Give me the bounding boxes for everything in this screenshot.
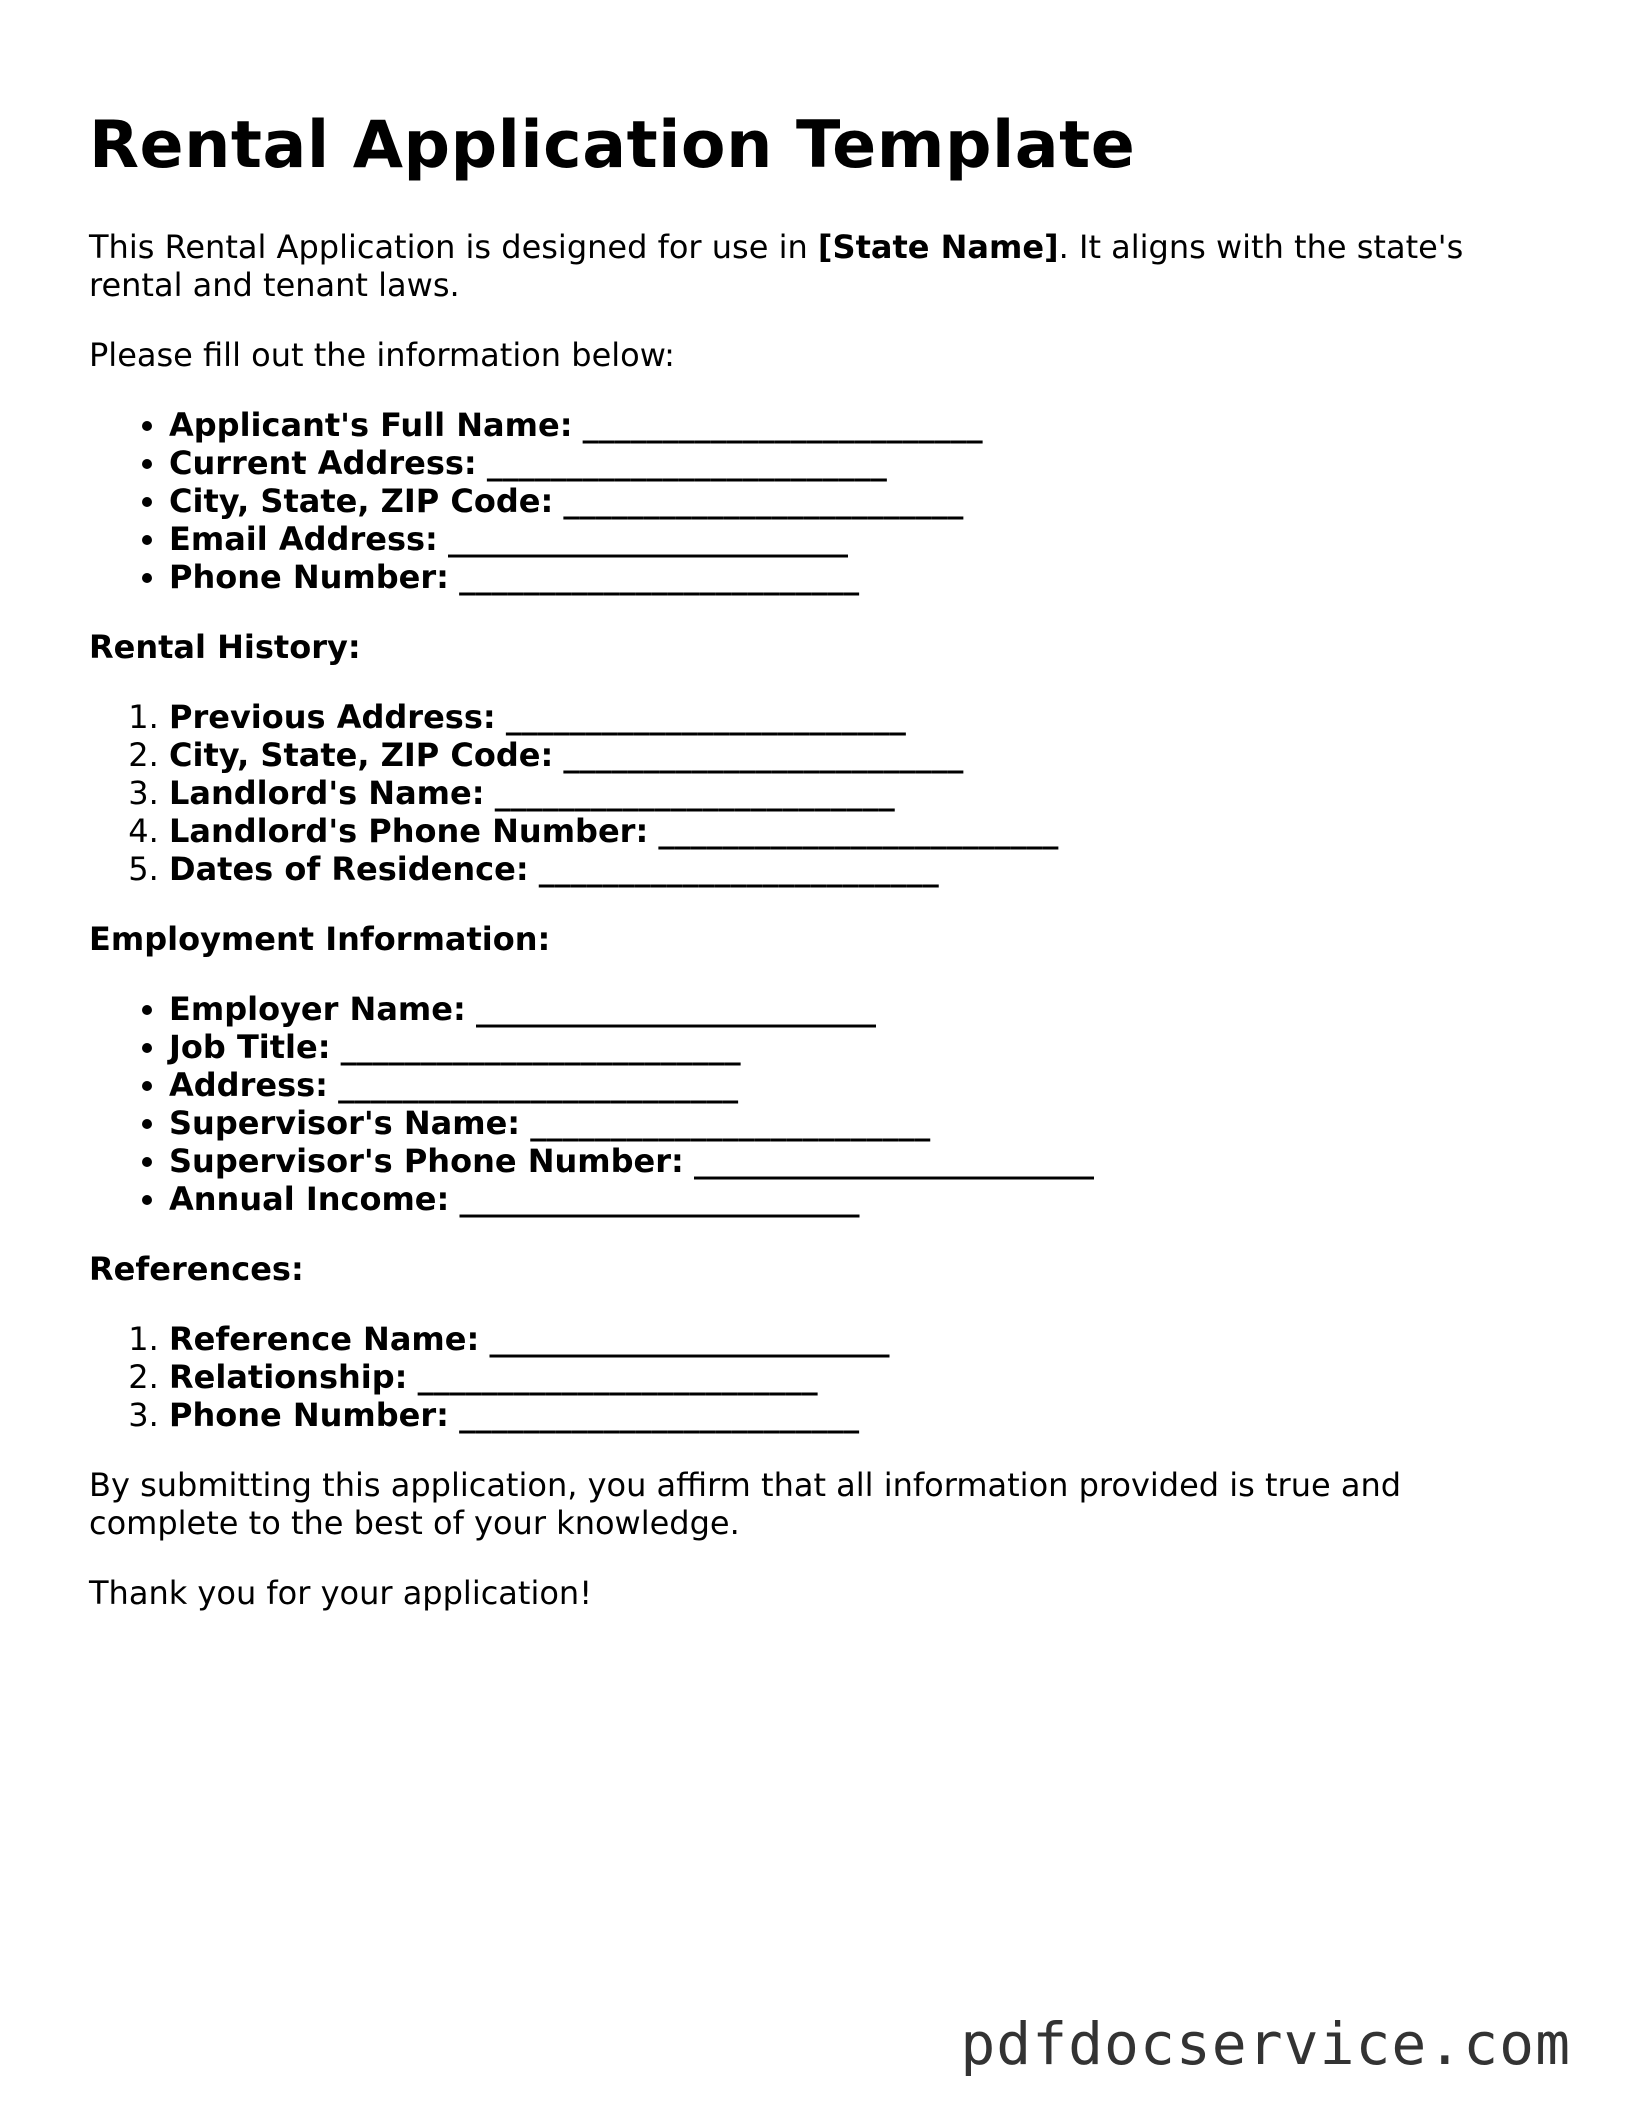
field-dates-of-residence xyxy=(169,850,1549,888)
field-reference-name xyxy=(169,1320,1549,1358)
blank-line[interactable]: _________________________ xyxy=(538,849,939,888)
blank-line[interactable]: _________________________ xyxy=(693,1141,1094,1180)
blank-line[interactable]: _________________________ xyxy=(530,1103,931,1142)
affirmation-text: By submitting this application, you affirm that all information provided is true and complete to the best of your knowledge. xyxy=(89,1465,1402,1542)
field-label: Phone Number: xyxy=(169,1395,449,1434)
field-label: Relationship: xyxy=(169,1357,408,1396)
field-label: Applicant's Full Name: xyxy=(169,405,573,444)
field-phone-number xyxy=(169,558,1549,596)
field-job-title xyxy=(169,1028,1549,1066)
state-name-placeholder: [State Name] xyxy=(817,227,1059,266)
blank-line[interactable]: _________________________ xyxy=(486,443,887,482)
field-label: Landlord's Name: xyxy=(169,773,485,812)
intro-paragraph xyxy=(89,228,1549,304)
field-city-state-zip xyxy=(169,482,1549,520)
closing-text: Thank you for your application! xyxy=(89,1573,593,1612)
field-current-address xyxy=(169,444,1549,482)
watermark: pdfdocservice.com xyxy=(960,2010,1571,2078)
field-annual-income xyxy=(169,1180,1549,1218)
rental-history-list xyxy=(89,698,1549,888)
employment-heading: Employment Information: xyxy=(89,919,551,958)
blank-line[interactable]: _________________________ xyxy=(459,557,860,596)
blank-line[interactable]: _________________________ xyxy=(494,773,895,812)
intro-text-after: . It aligns with the state's rental and tenant laws. xyxy=(89,227,1464,304)
field-reference-phone xyxy=(169,1396,1549,1434)
field-history-city-state-zip xyxy=(169,736,1549,774)
field-label: Reference Name: xyxy=(169,1319,480,1358)
field-employer-address xyxy=(169,1066,1549,1104)
blank-line[interactable]: _________________________ xyxy=(505,697,906,736)
blank-line[interactable]: _________________________ xyxy=(475,989,876,1028)
field-label: Previous Address: xyxy=(169,697,496,736)
field-employer-name xyxy=(169,990,1549,1028)
blank-line[interactable]: _________________________ xyxy=(658,811,1059,850)
blank-line[interactable]: _________________________ xyxy=(459,1395,860,1434)
field-label: Annual Income: xyxy=(169,1179,450,1218)
field-landlord-name xyxy=(169,774,1549,812)
blank-line[interactable]: _________________________ xyxy=(338,1065,739,1104)
field-applicant-full-name xyxy=(169,406,1549,444)
field-supervisor-name xyxy=(169,1104,1549,1142)
blank-line[interactable]: _________________________ xyxy=(340,1027,741,1066)
references-list xyxy=(89,1320,1549,1434)
blank-line[interactable]: _________________________ xyxy=(459,1179,860,1218)
field-email-address xyxy=(169,520,1549,558)
field-supervisor-phone xyxy=(169,1142,1549,1180)
field-landlord-phone xyxy=(169,812,1549,850)
blank-line[interactable]: _________________________ xyxy=(582,405,983,444)
field-label: Dates of Residence: xyxy=(169,849,529,888)
instruction-text: Please fill out the information below: xyxy=(89,335,675,374)
document-title: Rental Application Template xyxy=(89,108,1136,183)
field-previous-address xyxy=(169,698,1549,736)
field-label: Current Address: xyxy=(169,443,477,482)
field-label: Email Address: xyxy=(169,519,438,558)
field-label: Supervisor's Name: xyxy=(169,1103,521,1142)
rental-history-heading: Rental History: xyxy=(89,627,361,666)
field-label: City, State, ZIP Code: xyxy=(169,481,554,520)
references-heading: References: xyxy=(89,1249,304,1288)
employment-list xyxy=(89,990,1549,1218)
field-label: Landlord's Phone Number: xyxy=(169,811,649,850)
field-label: Supervisor's Phone Number: xyxy=(169,1141,684,1180)
blank-line[interactable]: _________________________ xyxy=(417,1357,818,1396)
field-label: Phone Number: xyxy=(169,557,449,596)
field-relationship xyxy=(169,1358,1549,1396)
blank-line[interactable]: _________________________ xyxy=(448,519,848,558)
field-label: Address: xyxy=(169,1065,328,1104)
intro-text-before: This Rental Application is designed for use in xyxy=(89,227,818,266)
field-label: Job Title: xyxy=(169,1027,331,1066)
field-label: City, State, ZIP Code: xyxy=(169,735,554,774)
blank-line[interactable]: _________________________ xyxy=(489,1319,890,1358)
document-page xyxy=(89,110,1549,1644)
applicant-fields-list xyxy=(89,406,1549,596)
blank-line[interactable]: _________________________ xyxy=(563,481,964,520)
blank-line[interactable]: _________________________ xyxy=(563,735,964,774)
field-label: Employer Name: xyxy=(169,989,466,1028)
